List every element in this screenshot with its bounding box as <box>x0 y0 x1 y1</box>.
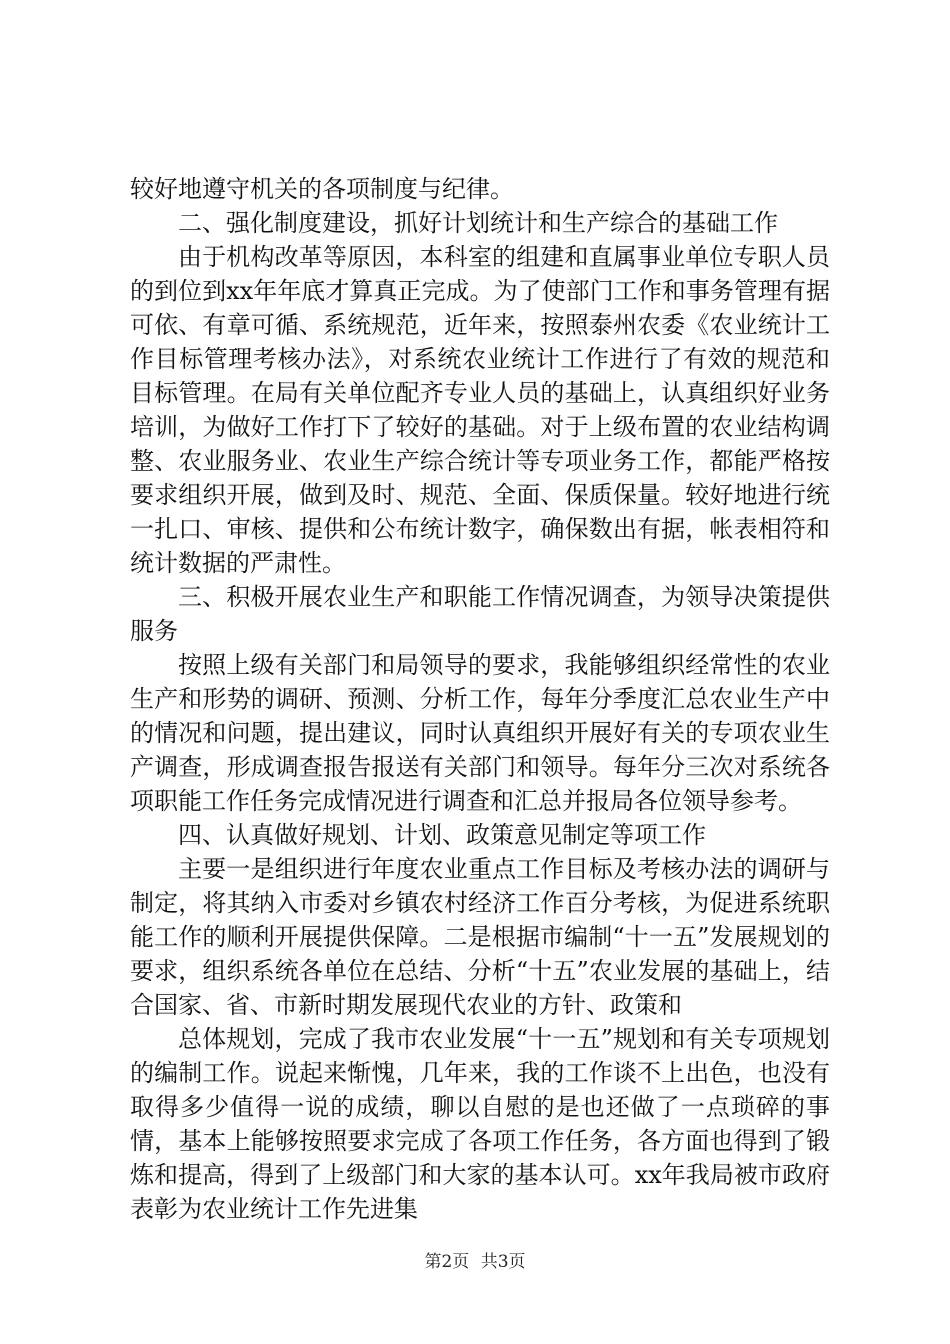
paragraph: 较好地遵守机关的各项制度与纪律。 <box>130 175 514 203</box>
section-heading: 四、认真做好规划、计划、政策意见制定等项工作 <box>178 821 706 849</box>
section-heading: 三、积极开展农业生产和职能工作情况调查，为领导决策提供服务 <box>130 583 830 645</box>
paragraph: 由于机构改革等原因，本科室的组建和直属事业单位专职人员的到位到xx年年底才算真正完成。为了使部门工作和事务管理有据可依、有章可循、系统规范，近年来，按照泰州农委《农业统计工作目标管理考核办法》，对系统农业统计工作进行了有效的规范和目标管理。在局有关单位配齐专业人员的基础上，认真组织好业务培训，为做好工作打下了较好的基础。对于上级布置的农业结构调整、农业服务业、农业生产综合统计等专项业务工作，都能严格按要求组织开展，做到及时、规范、全面、保质保量。较好地进行统一扎口、审核、提供和公布统计数字，确保数出有据，帐表相符和统计数据的严肃性。 <box>130 243 830 577</box>
paragraph: 主要一是组织进行年度农业重点工作目标及考核办法的调研与制定，将其纳入市委对乡镇农村经济工作百分考核，为促进系统职能工作的顺利开展提供保障。二是根据市编制“十一五”发展规划的要求，组织系统各单位在总结、分析“十五”农业发展的基础上，结合国家、省、市新时期发展现代农业的方针、政策和 <box>130 855 830 1019</box>
page-footer <box>0 1247 950 1272</box>
paragraph: 总体规划，完成了我市农业发展“十一五”规划和有关专项规划的编制工作。说起来惭愧，几年来，我的工作谈不上出色，也没有取得多少值得一说的成绩，聊以自慰的是也还做了一点琐碎的事情，基本上能够按照要求完成了各项工作任务，各方面也得到了锻炼和提高，得到了上级部门和大家的基本认可。xx年我局被市政府表彰为农业统计工作先进集 <box>130 1025 830 1223</box>
document-body <box>130 172 830 1226</box>
section-heading: 二、强化制度建设，抓好计划统计和生产综合的基础工作 <box>178 209 778 237</box>
page-number: 第2页 <box>424 1252 470 1272</box>
page-total: 共3页 <box>480 1252 526 1272</box>
paragraph: 按照上级有关部门和局领导的要求，我能够组织经常性的农业生产和形势的调研、预测、分析工作，每年分季度汇总农业生产中的情况和问题，提出建议，同时认真组织开展好有关的专项农业生产调查，形成调查报告报送有关部门和领导。每年分三次对系统各项职能工作任务完成情况进行调查和汇总并报局各位领导参考。 <box>130 651 830 815</box>
